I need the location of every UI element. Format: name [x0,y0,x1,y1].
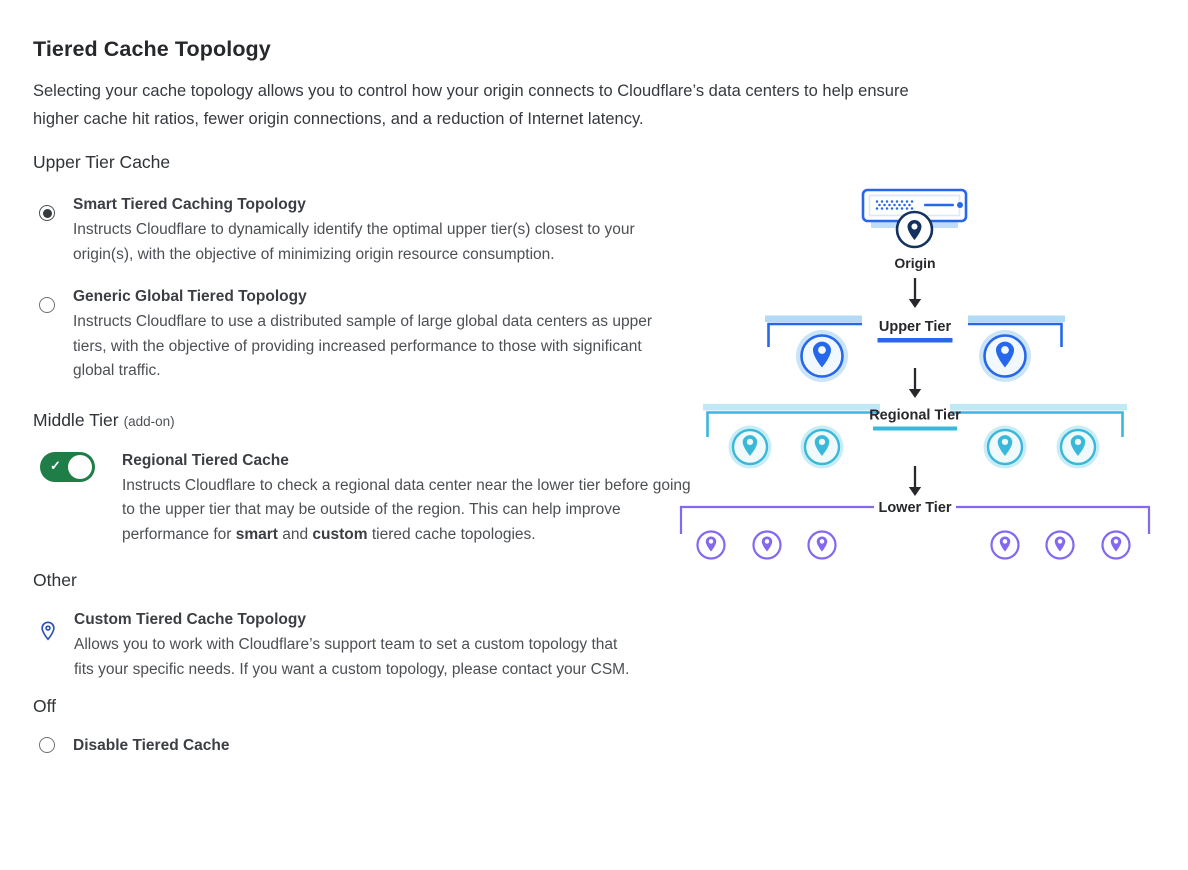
lower-tier-node [809,532,836,559]
bracket-right [956,507,1149,534]
lower-tier-node [698,532,725,559]
option-label-disable-tiered[interactable]: Disable Tiered Cache [73,737,230,754]
option-custom-tiered [33,609,673,682]
origin-server-icon [863,190,966,247]
toggle-knob [68,455,92,479]
origin-label: Origin [894,255,936,271]
radio-smart-tiered[interactable] [39,205,55,221]
option-label-custom-tiered: Custom Tiered Cache Topology [74,611,306,628]
lower-tier-label: Lower Tier [878,500,952,516]
location-pin-icon [37,619,59,643]
option-desc-smart-tiered: Instructs Cloudflare to dynamically identify the optimal upper tier(s) closest to your origin(s), with the objective of minimizing origin resource consumption. [73,221,635,263]
lower-tier-node [754,532,781,559]
radio-disable-tiered-cache[interactable] [39,737,55,753]
option-smart-tiered [33,194,673,267]
arrow-down-icon [909,278,921,308]
option-regional-tiered-cache [33,450,691,548]
option-desc-generic-global: Instructs Cloudflare to use a distributed sample of large global data centers as upper tiers, with the objective of providing increased performance to those with significant global traffic. [73,313,652,379]
page-description: Selecting your cache topology allows you to control how your origin connects to Cloudflare’s data centers to help ensure higher cache hit ratios, fewer origin connections, and a reduction of Internet latency. [33,82,909,128]
bracket-right [950,413,1123,438]
option-disable-tiered-cache [33,735,673,757]
option-label-generic-global[interactable]: Generic Global Tiered Topology [73,288,307,305]
regional-tier-node [1057,426,1100,469]
option-generic-global [33,286,673,384]
regional-tier-node [729,426,772,469]
regional-tier-group [703,404,1127,469]
lower-tier-node [992,532,1019,559]
upper-tier-node [796,330,848,382]
lower-tier-node [1047,532,1074,559]
arrow-down-icon [909,368,921,398]
option-desc-custom-tiered: Allows you to work with Cloudflare’s support team to set a custom topology that fits your specific needs. If you want a custom topology, please contact your CSM. [74,636,630,678]
lower-tier-group [681,500,1149,559]
bracket-left [681,507,874,534]
option-label-smart-tiered[interactable]: Smart Tiered Caching Topology [73,196,306,213]
lower-tier-node [1103,532,1130,559]
section-heading-off: Off [33,696,57,716]
check-icon: ✓ [50,458,61,474]
tiered-cache-topology-diagram [670,175,1170,595]
settings-column [33,0,909,757]
regional-tier-label: Regional Tier [869,407,961,424]
section-heading-middle-tier: Middle Tier (add-on) [33,409,175,430]
section-heading-upper-tier-cache: Upper Tier Cache [33,152,171,172]
section-heading-other: Other [33,570,77,590]
arrow-down-icon [909,466,921,496]
option-desc-regional-tiered: Instructs Cloudflare to check a regional data center near the lower tier before going to the upper tier that may be outside of the region. This can help improve performance for smart and custom tiered cache topologies. [122,476,691,543]
add-on-badge: (add-on) [123,413,175,429]
toggle-regional-tiered-cache[interactable] [40,452,95,482]
radio-generic-global[interactable] [39,297,55,313]
bracket-left [708,413,881,438]
upper-tier-label: Upper Tier [878,319,952,335]
regional-tier-node [984,426,1027,469]
page-title: Tiered Cache Topology [33,37,271,61]
regional-tier-node [801,426,844,469]
option-label-regional-tiered[interactable]: Regional Tiered Cache [122,451,289,469]
upper-tier-node [979,330,1031,382]
